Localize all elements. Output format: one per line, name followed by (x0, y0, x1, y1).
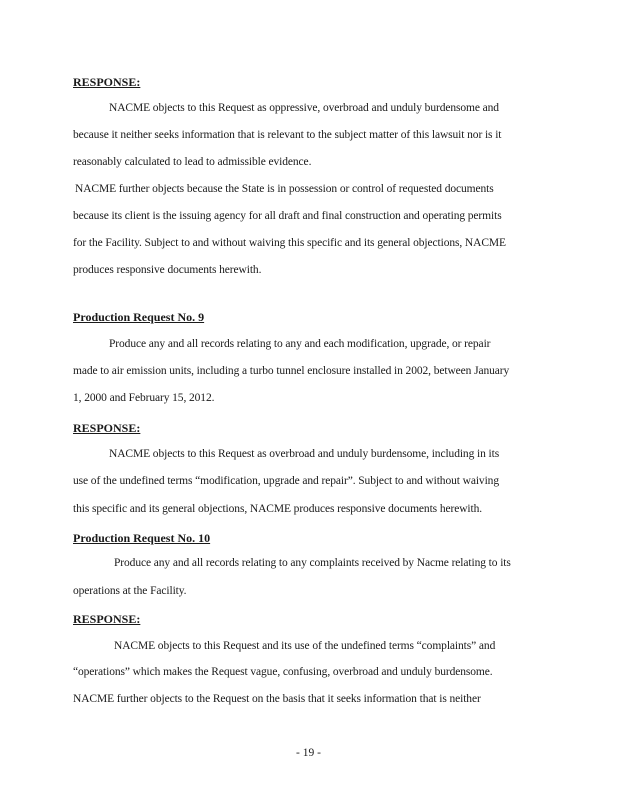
paragraph-line: this specific and its general objections, NACME produces responsive documents herewith. (73, 503, 483, 515)
paragraph-line: NACME objects to this Request as oppressive, overbroad and unduly burdensome and (109, 102, 499, 114)
paragraph-line: made to air emission units, including a turbo tunnel enclosure installed in 2002, between January (73, 365, 510, 377)
paragraph-line: produces responsive documents herewith. (73, 264, 262, 276)
paragraph-line: Produce any and all records relating to any and each modification, upgrade, or repair (109, 338, 491, 350)
page-number: - 19 - (296, 747, 321, 759)
request-heading: Production Request No. 9 (73, 310, 205, 324)
paragraph-line: “operations” which makes the Request vague, confusing, overbroad and unduly burdensome. (73, 666, 493, 678)
request-heading: Production Request No. 10 (73, 531, 211, 545)
section-heading: RESPONSE: (73, 612, 141, 626)
paragraph-line: because it neither seeks information that is relevant to the subject matter of this lawsuit nor is it (73, 129, 502, 141)
paragraph-line: because its client is the issuing agency for all draft and final construction and operating permits (73, 210, 502, 222)
paragraph-line: for the Facility. Subject to and without waiving this specific and its general objections, NACME (73, 237, 506, 249)
paragraph-line: NACME objects to this Request and its use of the undefined terms “complaints” and (114, 640, 496, 652)
paragraph-line: NACME further objects because the State is in possession or control of requested documents (75, 183, 494, 195)
paragraph-line: reasonably calculated to lead to admissible evidence. (73, 156, 312, 168)
paragraph-line: use of the undefined terms “modification, upgrade and repair”. Subject to and without waiving (73, 475, 499, 487)
paragraph-line: 1, 2000 and February 15, 2012. (73, 392, 215, 404)
paragraph-line: operations at the Facility. (73, 585, 187, 597)
section-heading: RESPONSE: (73, 75, 141, 89)
paragraph-line: NACME objects to this Request as overbroad and unduly burdensome, including in its (109, 448, 500, 460)
paragraph-line: NACME further objects to the Request on the basis that it seeks information that is neither (73, 693, 481, 705)
paragraph-line: Produce any and all records relating to any complaints received by Nacme relating to its (114, 557, 511, 569)
section-heading: RESPONSE: (73, 421, 141, 435)
